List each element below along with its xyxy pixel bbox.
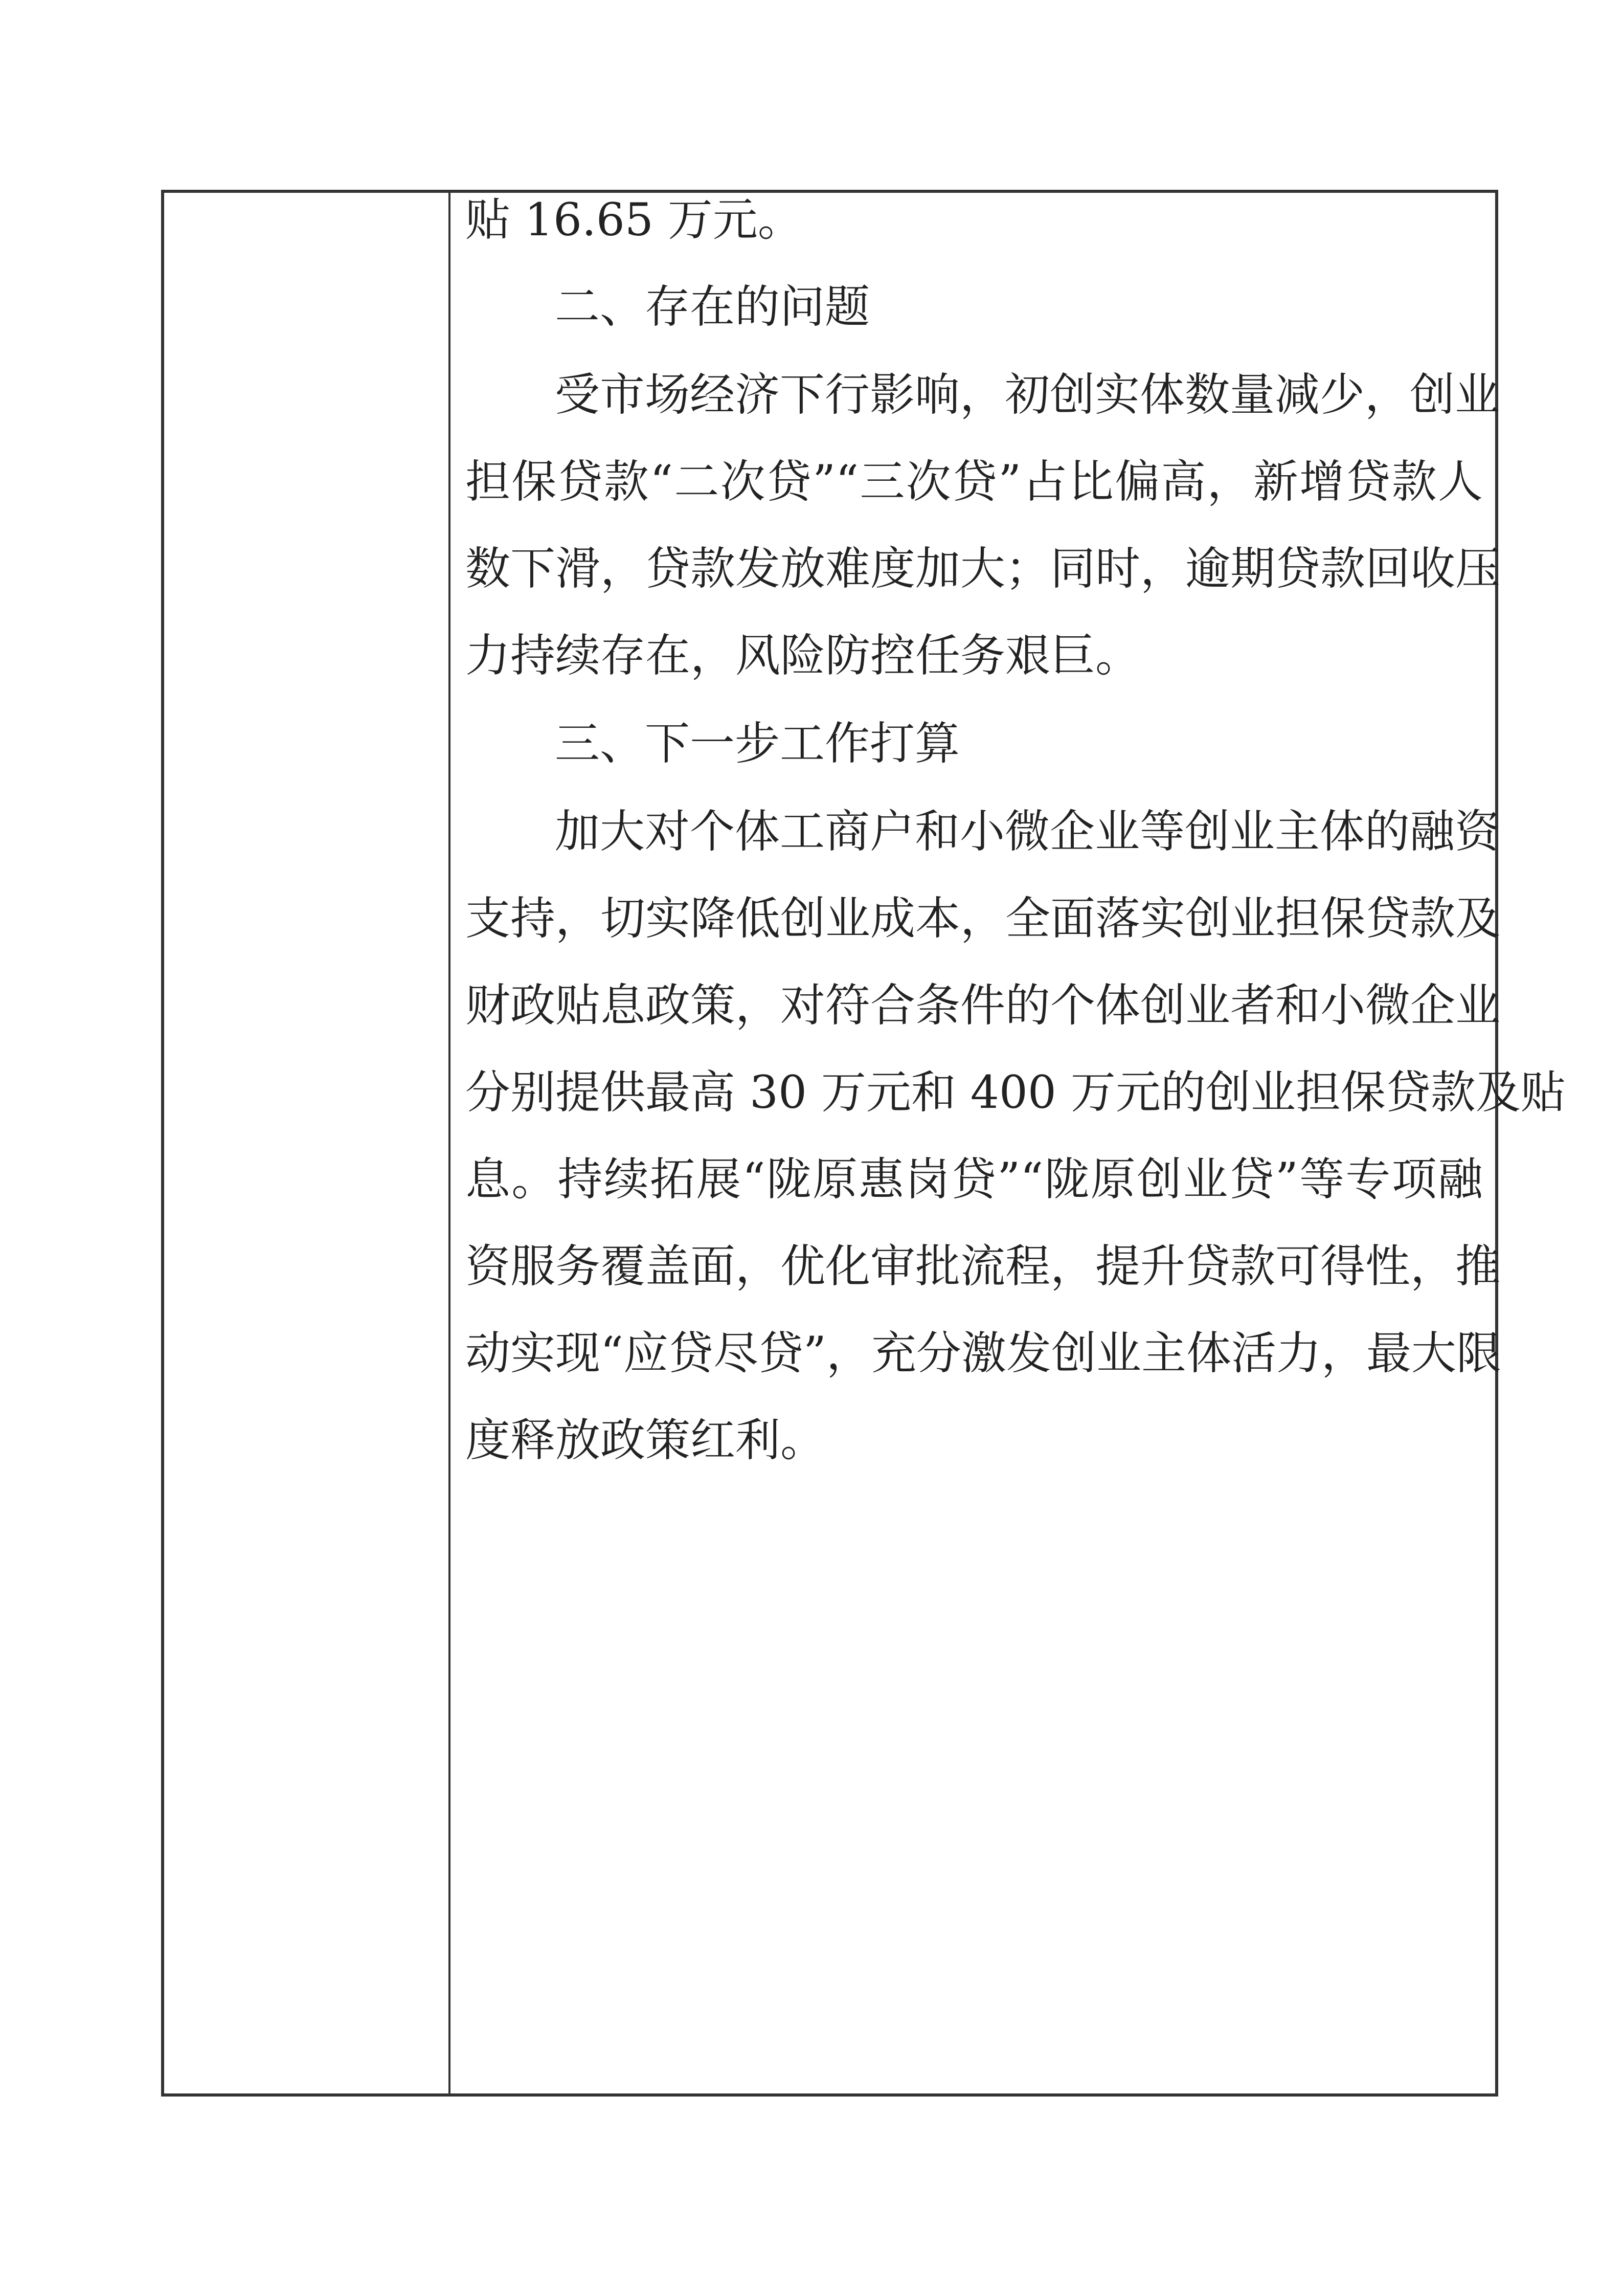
section-heading-problems: 二、存在的问题 [555,280,870,333]
section-heading-next-steps: 三、下一步工作打算 [555,717,960,770]
paragraph-line: 分别提供最高 30 万元和 400 万元的创业担保贷款及贴 [465,1066,1566,1119]
paragraph-line: 动实现“应贷尽贷”，充分激发创业主体活力，最大限 [465,1327,1501,1379]
paragraph-line: 资服务覆盖面，优化审批流程，提升贷款可得性，推 [465,1240,1501,1292]
paragraph-line: 息。持续拓展“陇原惠岗贷”“陇原创业贷”等专项融 [465,1153,1483,1206]
column-divider [448,193,450,2093]
paragraph-line: 力持续存在，风险防控任务艰巨。 [465,629,1141,682]
continuation-line: 贴 16.65 万元。 [465,193,803,246]
paragraph-line: 财政贴息政策，对符合条件的个体创业者和小微企业 [465,979,1501,1032]
paragraph-line: 受市场经济下行影响，初创实体数量减少，创业 [555,368,1500,421]
paragraph-line: 担保贷款“二次贷”“三次贷”占比偏高，新增贷款人 [465,455,1483,508]
paragraph-line: 加大对个体工商户和小微企业等创业主体的融资 [555,805,1500,858]
paragraph-line: 度释放政策红利。 [465,1414,826,1466]
paragraph-line: 支持，切实降低创业成本，全面落实创业担保贷款及 [465,892,1501,945]
paragraph-line: 数下滑，贷款发放难度加大；同时，逾期贷款回收压 [465,542,1501,595]
